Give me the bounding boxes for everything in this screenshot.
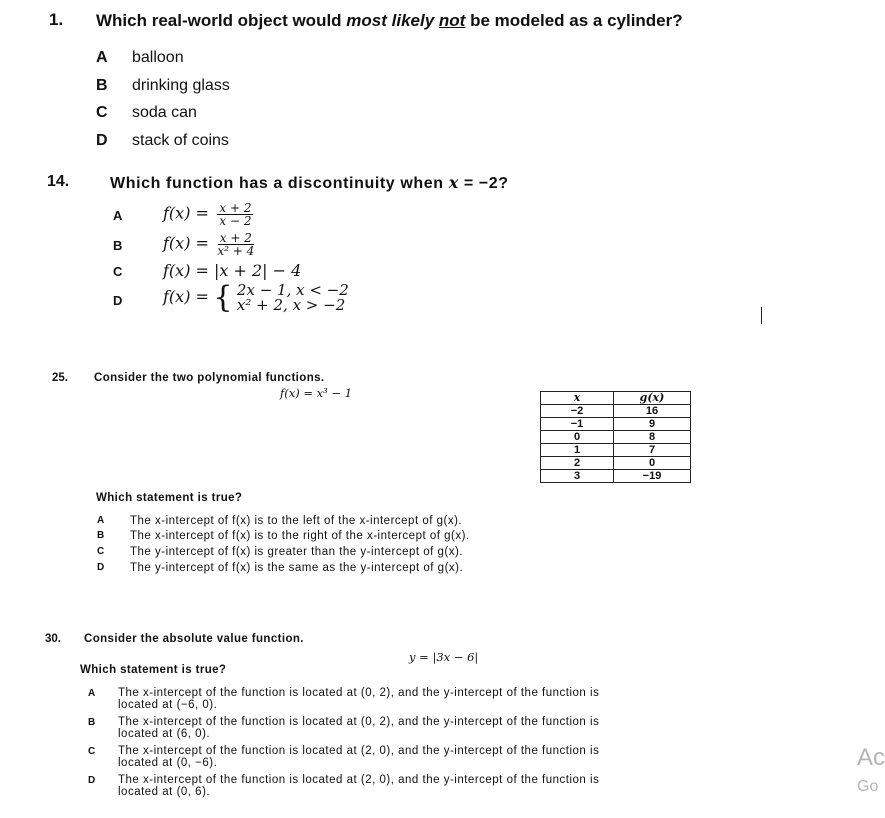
q1-option-b-letter: B xyxy=(96,77,108,94)
q1-option-c: soda can xyxy=(132,104,197,121)
q14-stem-var: x xyxy=(448,173,459,192)
table-row xyxy=(541,405,691,418)
q14-option-b-lhs: f(x) = xyxy=(163,233,209,253)
text-cursor xyxy=(761,307,762,324)
q25-question: Which statement is true? xyxy=(96,492,243,504)
q14-option-b-fraction xyxy=(217,232,254,257)
q14-option-d-piece-2: x² + 2, x > −2 xyxy=(236,296,346,314)
left-brace-icon: { xyxy=(213,280,233,315)
q30-option-d-line1: The x-intercept of the function is located at (2, 0), and the y-intercept of the function is xyxy=(118,774,600,786)
table-header-gx: g(x) xyxy=(614,392,691,405)
table-cell: 9 xyxy=(614,418,691,431)
q14-option-b-numerator: x + 2 xyxy=(219,231,252,245)
q25-stem: Consider the two polynomial functions. xyxy=(94,372,325,384)
q1-stem-post: be modeled as a cylinder? xyxy=(465,11,683,30)
q30-option-c-letter: C xyxy=(88,746,96,757)
q14-option-d-pieces xyxy=(237,283,349,313)
q14-option-a-numerator: x + 2 xyxy=(219,201,252,215)
table-cell: 1 xyxy=(541,444,614,457)
q30-option-a-line1: The x-intercept of the function is located at (0, 2), and the y-intercept of the function is xyxy=(118,687,600,699)
table-cell: 2 xyxy=(541,457,614,470)
q14-option-a xyxy=(163,202,253,227)
q30-function: y = |3x − 6| xyxy=(409,650,479,664)
table-row xyxy=(541,444,691,457)
q14-number: 14. xyxy=(47,173,70,190)
q14-option-d-letter: D xyxy=(113,293,123,308)
q25-option-d: The y-intercept of f(x) is the same as the y-intercept of g(x). xyxy=(130,562,464,574)
table-cell: −2 xyxy=(541,405,614,418)
q1-option-b: drinking glass xyxy=(132,77,230,94)
q30-option-b-letter: B xyxy=(88,717,96,728)
q30-option-d-letter: D xyxy=(88,775,96,786)
q30-option-c-line1: The x-intercept of the function is located at (2, 0), and the y-intercept of the function is xyxy=(118,745,600,757)
table-row xyxy=(541,470,691,483)
q1-option-d: stack of coins xyxy=(132,132,229,149)
q25-number: 25. xyxy=(52,372,68,384)
q30-option-b-line2: located at (6, 0). xyxy=(118,728,211,740)
q30-option-c-line2: located at (0, −6). xyxy=(118,757,218,769)
q14-option-c: f(x) = |x + 2| − 4 xyxy=(163,261,302,280)
q25-option-c: The y-intercept of f(x) is greater than the y-intercept of g(x). xyxy=(130,546,464,558)
q14-option-c-letter: C xyxy=(113,264,123,279)
table-row xyxy=(541,418,691,431)
q25-function: f(x) = x³ − 1 xyxy=(280,386,353,400)
q14-option-a-letter: A xyxy=(113,208,123,223)
q25-option-c-letter: C xyxy=(97,546,105,557)
q30-stem: Consider the absolute value function. xyxy=(84,633,304,645)
q25-option-a-letter: A xyxy=(97,515,105,526)
q25-option-b: The x-intercept of f(x) is to the right of the x-intercept of g(x). xyxy=(130,530,470,542)
table-cell: 8 xyxy=(614,431,691,444)
q25-option-b-letter: B xyxy=(97,530,105,541)
table-cell: −1 xyxy=(541,418,614,431)
watermark-go: Go xyxy=(857,778,879,795)
q14-option-b-letter: B xyxy=(113,238,123,253)
table-header-x: x xyxy=(541,392,614,405)
q14-stem-text: Which function has a discontinuity when xyxy=(110,175,444,192)
q30-number: 30. xyxy=(45,633,61,645)
q1-stem-pre: Which real-world object would xyxy=(96,11,347,30)
q1-option-a: balloon xyxy=(132,49,184,66)
q30-option-d-line2: located at (0, 6). xyxy=(118,786,211,798)
q1-number: 1. xyxy=(49,10,64,29)
table-cell: 7 xyxy=(614,444,691,457)
q1-option-c-letter: C xyxy=(96,104,108,121)
table-cell: 3 xyxy=(541,470,614,483)
table-cell: 0 xyxy=(614,457,691,470)
q30-option-a-line2: located at (−6, 0). xyxy=(118,699,218,711)
q14-option-a-fraction xyxy=(217,202,253,227)
q14-option-a-denominator: x − 2 xyxy=(219,214,252,228)
table-row xyxy=(541,457,691,470)
q14-option-d-piece-1: 2x − 1, x < −2 xyxy=(236,281,349,299)
q1-stem xyxy=(96,11,683,31)
q1-option-a-letter: A xyxy=(96,49,108,66)
q25-option-d-letter: D xyxy=(97,562,105,573)
q1-option-d-letter: D xyxy=(96,132,108,149)
q1-stem-emphasis: most likely xyxy=(346,11,435,30)
watermark-ac: Ac xyxy=(857,744,885,771)
q30-question: Which statement is true? xyxy=(80,664,227,676)
table-row xyxy=(541,431,691,444)
q14-option-b-denominator: x² + 4 xyxy=(217,244,255,258)
table-cell: 0 xyxy=(541,431,614,444)
q1-stem-not: not xyxy=(438,11,466,30)
q14-option-b xyxy=(163,232,254,257)
q14-option-d-lhs: f(x) = xyxy=(163,287,209,307)
q14-option-a-lhs: f(x) = xyxy=(163,203,209,223)
table-header-row xyxy=(541,392,691,405)
q25-option-a: The x-intercept of f(x) is to the left of the x-intercept of g(x). xyxy=(130,515,463,527)
q30-option-a-letter: A xyxy=(88,688,96,699)
q14-stem-eq: = −2? xyxy=(463,175,509,192)
q14-stem xyxy=(110,173,509,193)
g-values-table xyxy=(540,391,691,483)
q30-option-b-line1: The x-intercept of the function is located at (0, 2), and the y-intercept of the function is xyxy=(118,716,600,728)
table-cell: −19 xyxy=(614,470,691,483)
q14-option-d xyxy=(163,280,349,315)
table-cell: 16 xyxy=(614,405,691,418)
